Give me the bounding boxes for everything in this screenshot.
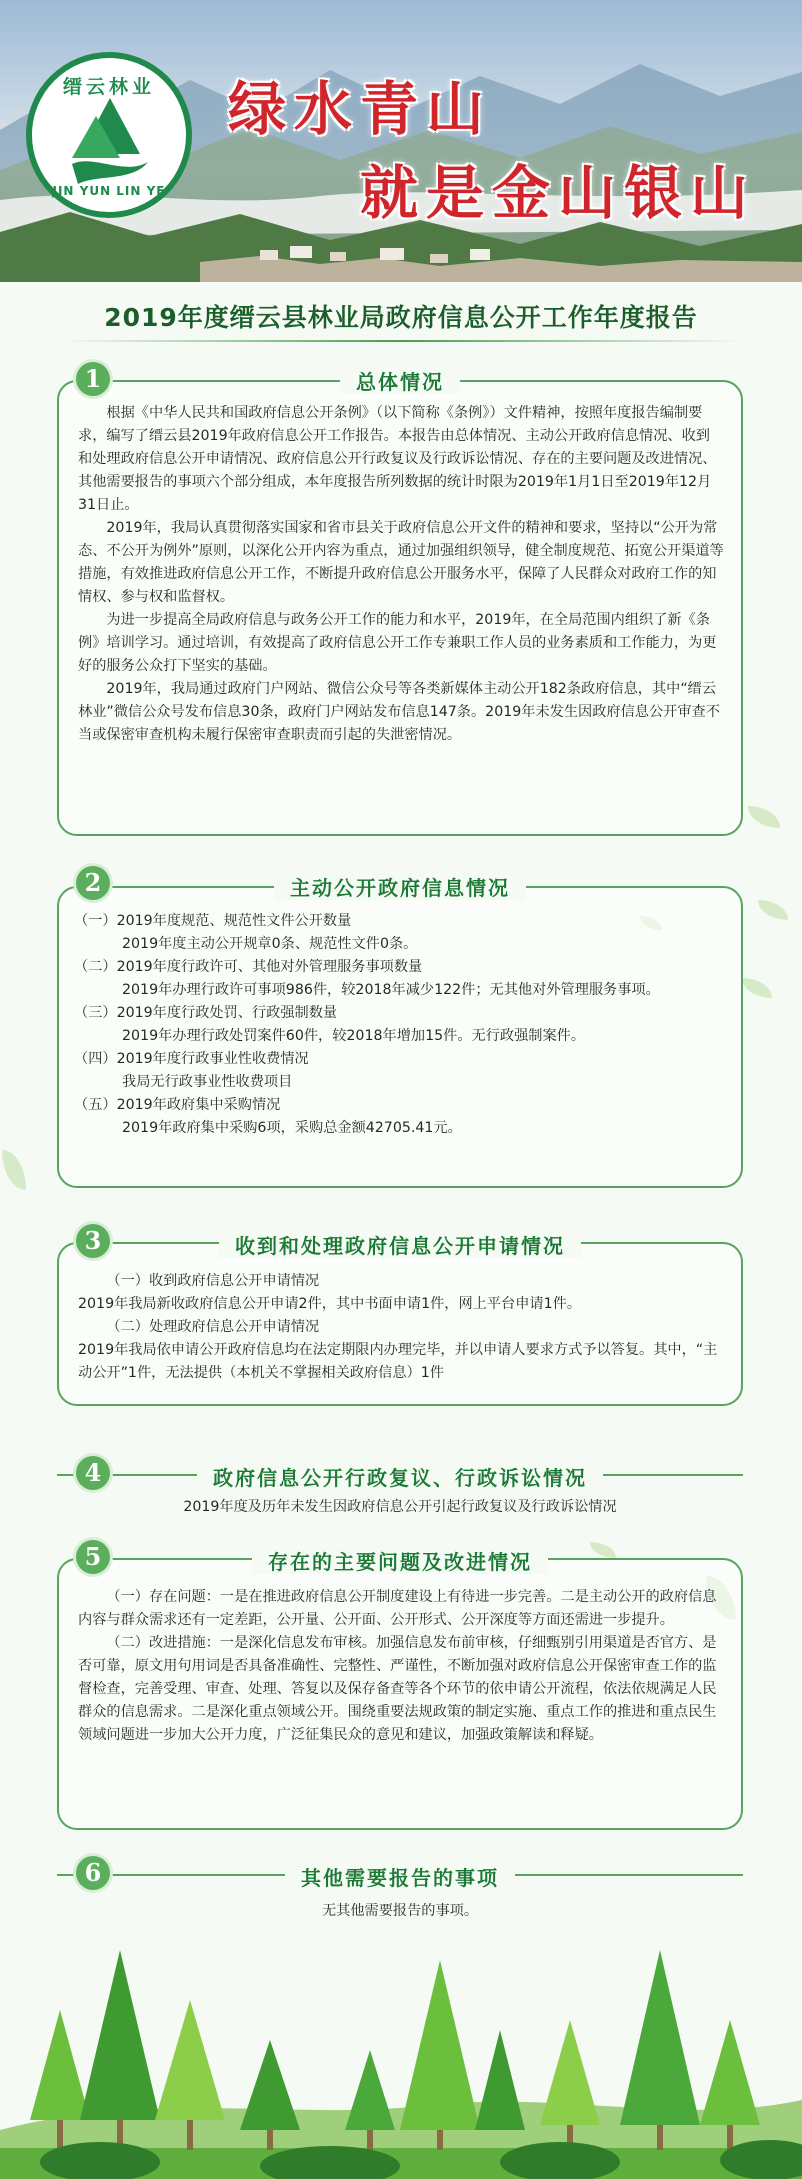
leaf-decoration <box>742 978 772 998</box>
section-5-paragraph: （二）改进措施：一是深化信息发布审核。加强信息发布前审核，仔细甄别引用渠道是否官方、是否可靠，原文用句用词是否具备准确性、完整性、严谨性，不断加强对政府信息公开保密审查工作的监督检查，完善受理、审查、处理、答复以及保存备查等各个环节的依申请公开流程，依法依规满足人民群众的信息需求。二是深化重点领域公开。围绕重要法规政策的制定实施、重点工作的推进和重点民生领域问题进一步加大公开力度，广泛征集民众的意见和建议，加强政策解读和释疑。 <box>78 1635 717 1743</box>
section-5-title: 存在的主要问题及改进情况 <box>57 1546 743 1575</box>
section-6-text: 无其他需要报告的事项。 <box>321 1903 479 1919</box>
section-5-body <box>78 1586 728 1747</box>
section-2-item-body: 2019年度主动公开规章0条、规范性文件0条。 <box>122 936 418 952</box>
forest-footer-illustration <box>0 1930 802 2179</box>
section-3-body <box>78 1270 728 1385</box>
section-2-item-head: （一）2019年度规范、规范性文件公开数量 <box>74 913 352 929</box>
slogan-line-1: 绿水青山 <box>228 75 493 143</box>
logo <box>26 52 192 218</box>
section-1-paragraph: 根据《中华人民共和国政府信息公开条例》（以下简称《条例》）文件精神，按照年度报告编制要求，编写了缙云县2019年政府信息公开工作报告。本报告由总体情况、主动公开政府信息情况、收到和处理政府信息公开申请情况、政府信息公开行政复议及行政诉讼情况、存在的主要问题及改进情况、其他需要报告的事项六个部分组成，本年度报告所列数据的统计时限为2019年1月1日至2019年12月31日止。 <box>78 405 717 513</box>
leaf-decoration <box>758 900 788 920</box>
section-4-title: 政府信息公开行政复议、行政诉讼情况 <box>57 1462 743 1491</box>
slogan-line-2: 就是金山银山 <box>360 159 757 227</box>
logo-title: 缙云林业 <box>62 76 155 98</box>
section-2-item-body: 2019年办理行政处罚案件60件，较2018年增加15件。无行政强制案件。 <box>122 1028 586 1044</box>
title-divider <box>60 340 742 342</box>
section-2-number: 2 <box>76 866 110 900</box>
section-2-item-body: 2019年政府集中采购6项，采购总金额42705.41元。 <box>122 1120 462 1136</box>
report-title: 2019年度缙云县林业局政府信息公开工作年度报告 <box>104 303 698 332</box>
section-2-item-body: 我局无行政事业性收费项目 <box>122 1074 293 1090</box>
logo-subtitle: JIN YUN LIN YE <box>52 184 166 198</box>
section-6-title: 其他需要报告的事项 <box>57 1862 743 1891</box>
section-1-paragraph: 为进一步提高全局政府信息与政务公开工作的能力和水平，2019年，在全局范围内组织了新《条例》培训学习。通过培训，有效提高了政府信息公开工作专兼职工作人员的业务素质和工作能力，为更好的服务公众打下坚实的基础。 <box>78 612 717 674</box>
section-3-line: （一）收到政府信息公开申请情况 <box>106 1273 320 1289</box>
section-2-item-body: 2019年办理行政许可事项986件，较2018年减少122件；无其他对外管理服务事项。 <box>122 982 660 998</box>
section-5-paragraph: （一）存在问题：一是在推进政府信息公开制度建设上有待进一步完善。二是主动公开的政府信息内容与群众需求还有一定差距，公开量、公开面、公开形式、公开深度等方面还需进一步提升。 <box>78 1589 717 1628</box>
section-3-number: 3 <box>76 1224 110 1258</box>
section-3-line: 2019年我局依申请公开政府信息均在法定期限内办理完毕，并以申请人要求方式予以答复。其中，“主动公开”1件，无法提供（本机关不掌握相关政府信息）1件 <box>78 1342 718 1381</box>
section-3-title: 收到和处理政府信息公开申请情况 <box>57 1230 743 1259</box>
section-2-item-head: （五）2019年政府集中采购情况 <box>74 1097 281 1113</box>
section-1-number: 1 <box>76 362 110 396</box>
section-2-item-head: （四）2019年度行政事业性收费情况 <box>74 1051 309 1067</box>
section-3-line: 2019年我局新收政府信息公开申请2件，其中书面申请1件，网上平台申请1件。 <box>78 1296 582 1312</box>
section-1-title: 总体情况 <box>57 366 743 395</box>
section-3-line: （二）处理政府信息公开申请情况 <box>106 1319 320 1335</box>
leaf-decoration <box>2 1150 26 1190</box>
section-4-text: 2019年度及历年未发生因政府信息公开引起行政复议及行政诉讼情况 <box>183 1499 617 1515</box>
section-2-body <box>74 910 728 1140</box>
banner <box>0 0 802 282</box>
section-6-number: 6 <box>76 1856 110 1890</box>
section-1-paragraph: 2019年，我局通过政府门户网站、微信公众号等各类新媒体主动公开182条政府信息，其中“缙云林业”微信公众号发布信息30条，政府门户网站发布信息147条。2019年未发生因政府信息公开审查不当或保密审查机构未履行保密审查职责而引起的失泄密情况。 <box>78 681 720 743</box>
section-4-number: 4 <box>76 1456 110 1490</box>
section-5-number: 5 <box>76 1540 110 1574</box>
section-1-body <box>78 402 724 747</box>
section-2-item-head: （三）2019年度行政处罚、行政强制数量 <box>74 1005 338 1021</box>
section-2-title: 主动公开政府信息情况 <box>57 872 743 901</box>
section-2-item-head: （二）2019年度行政许可、其他对外管理服务事项数量 <box>74 959 423 975</box>
section-1-paragraph: 2019年，我局认真贯彻落实国家和省市县关于政府信息公开文件的精神和要求，坚持以“公开为常态、不公开为例外”原则，以深化公开内容为重点，通过加强组织领导，健全制度规范、拓宽公开渠道等措施，有效推进政府信息公开工作，不断提升政府信息公开服务水平，保障了人民群众对政府工作的知情权、参与权和监督权。 <box>78 520 724 605</box>
leaf-decoration <box>748 806 780 828</box>
